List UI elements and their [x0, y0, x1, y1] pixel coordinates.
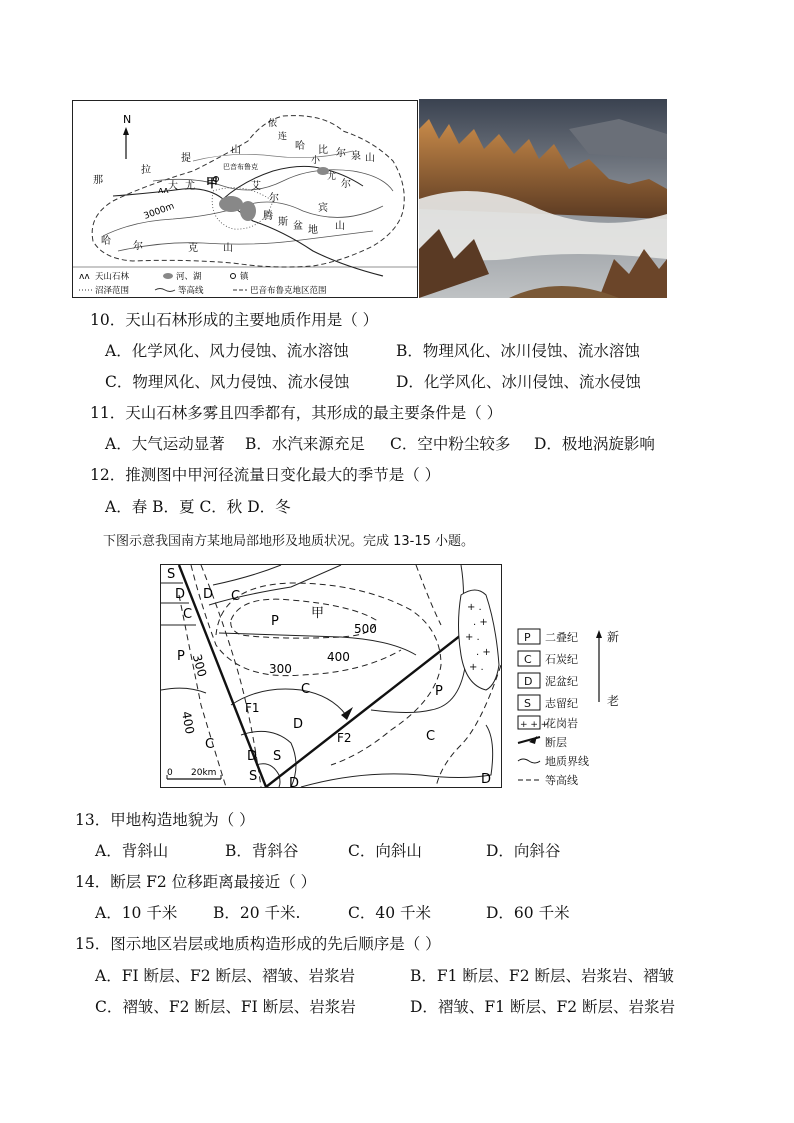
svg-text:+ .: + .	[469, 662, 484, 673]
area-label: C	[426, 729, 436, 744]
legend-label: 等高线	[178, 286, 204, 296]
contour-value: 500	[354, 622, 377, 636]
question-10-stem: 10．天山石林形成的主要地质作用是（ ）	[90, 311, 379, 329]
area-label: P	[271, 614, 279, 629]
place-jia-label: 甲	[311, 606, 325, 621]
age-old-label: 老	[607, 694, 620, 708]
contour-line	[193, 151, 353, 161]
lake	[240, 201, 256, 221]
map-label: 盆	[293, 221, 303, 232]
map-label: 克	[188, 243, 198, 254]
area-label: S	[249, 769, 258, 784]
question-11-option-a[interactable]: A．大气运动显著	[105, 435, 225, 453]
area-label: C	[231, 589, 241, 604]
question-15-stem: 15．图示地区岩层或地质构造形成的先后顺序是（ ）	[75, 935, 441, 953]
map-label: 山	[231, 145, 241, 156]
legend-label: 地质界线	[545, 755, 589, 768]
legend-symbol: P	[524, 631, 531, 644]
contour-value: 400	[327, 650, 350, 664]
contour-icon	[155, 289, 175, 292]
scale-label: 20km	[191, 768, 217, 778]
fault-icon	[518, 737, 540, 743]
svg-text:+ .: + .	[467, 602, 482, 613]
question-15-option-a[interactable]: A．FI 断层、F2 断层、褶皱、岩浆岩	[95, 967, 356, 985]
question-13-stem: 13．甲地构造地貌为（ ）	[75, 811, 255, 829]
stone-forest-photo	[419, 99, 667, 298]
svg-text:+ .: + .	[465, 632, 480, 643]
area-label: D	[175, 587, 186, 602]
map-label: 尔	[269, 193, 279, 204]
legend-label: 二叠纪	[545, 631, 578, 644]
map-label: 艾	[251, 181, 261, 192]
map-label: 提	[181, 153, 191, 164]
granite-icon: + + +	[520, 720, 549, 730]
question-14-option-b[interactable]: B．20 千米.	[213, 904, 301, 922]
fault-label: F2	[337, 731, 352, 745]
boundary-line-icon	[518, 759, 540, 763]
area-label: P	[177, 649, 185, 664]
map-label: 尔	[336, 148, 346, 159]
stone-forest-icon: ᴧᴧ	[79, 272, 90, 282]
scale-zero: 0	[167, 768, 173, 778]
legend-symbol: S	[524, 697, 531, 710]
map-label: 依	[268, 119, 278, 129]
map-label: 那	[93, 175, 103, 186]
contour-value: 300	[269, 662, 292, 676]
map-label: 哈	[101, 236, 111, 247]
contour-value: 3000m	[142, 201, 176, 222]
question-10-option-d[interactable]: D．化学风化、冰川侵蚀、流水侵蚀	[396, 373, 641, 391]
svg-text:. +: . +	[473, 617, 488, 628]
area-label: D	[481, 772, 492, 787]
map-label: 泉	[351, 151, 361, 162]
lake-icon	[163, 273, 173, 279]
map-label: 比	[318, 145, 328, 156]
question-14-option-a[interactable]: A．10 千米	[95, 904, 178, 922]
question-11-option-b[interactable]: B．水汽来源充足	[245, 435, 365, 453]
map-label: 山	[335, 221, 345, 232]
area-label: S	[167, 567, 176, 582]
question-10-option-a[interactable]: A．化学风化、风力侵蚀、流水溶蚀	[105, 342, 349, 360]
legend-label: 泥盆纪	[545, 675, 578, 688]
area-label: P	[435, 684, 443, 699]
map-label: 尤	[327, 172, 337, 182]
legend-label: 断层	[545, 736, 567, 749]
contour-line	[118, 231, 373, 251]
legend-label: 镇	[240, 272, 249, 282]
map-label: 连	[278, 132, 288, 142]
fault-f2	[266, 635, 461, 787]
map-label: 斯	[278, 217, 288, 228]
town-icon	[231, 274, 236, 279]
map-label: 宾	[318, 203, 328, 214]
legend-symbol: D	[524, 675, 533, 688]
contour-value: 300	[189, 652, 210, 679]
area-label: D	[289, 776, 300, 787]
legend-symbol: C	[524, 653, 532, 666]
question-11-stem: 11．天山石林多雾且四季都有，其形成的最主要条件是（ ）	[90, 404, 503, 422]
legend-label: 志留纪	[545, 697, 578, 710]
area-label: C	[183, 607, 193, 622]
geology-legend	[515, 624, 635, 790]
map-label: 腾	[263, 211, 273, 222]
question-15-option-d[interactable]: D．褶皱、F1 断层、F2 断层、岩浆岩	[410, 998, 676, 1016]
question-14-option-d[interactable]: D．60 千米	[486, 904, 570, 922]
place-jia-label: 甲	[206, 176, 219, 190]
area-label: C	[205, 737, 215, 752]
legend-label: 沼泽范围	[95, 286, 130, 296]
question-13-option-d[interactable]: D．向斜谷	[486, 842, 561, 860]
map-label: 山	[223, 243, 233, 254]
area-label: D	[247, 749, 258, 764]
age-new-label: 新	[607, 630, 620, 644]
north-label: N	[123, 113, 132, 126]
question-13-option-a[interactable]: A．背斜山	[95, 842, 169, 860]
map-label: 尔	[341, 179, 351, 190]
question-14-option-c[interactable]: C．40 千米	[348, 904, 432, 922]
lake	[219, 196, 243, 212]
question-11-option-c[interactable]: C．空中粉尘较多	[390, 435, 511, 453]
map-label: 尤	[185, 181, 195, 192]
question-10-option-b[interactable]: B．物理风化、冰川侵蚀、流水溶蚀	[396, 342, 640, 360]
question-15-option-b[interactable]: B．F1 断层、F2 断层、岩浆岩、褶皱	[410, 967, 674, 985]
fault-label: F1	[245, 701, 260, 715]
question-12-stem: 12．推测图中甲河径流量日变化最大的季节是（ ）	[90, 466, 441, 484]
question-13-option-c[interactable]: C．向斜山	[348, 842, 422, 860]
legend-label: 河、湖	[176, 272, 202, 282]
contour-value: 400	[179, 710, 197, 736]
map-label: 地	[308, 225, 318, 236]
map-label: 山	[365, 153, 375, 164]
legend-label: 巴音布鲁克地区范围	[250, 286, 327, 296]
map-label: 尔	[133, 241, 143, 252]
legend-label: 天山石林	[95, 272, 130, 282]
map-label: 拉	[141, 165, 151, 176]
map-label: 哈	[295, 141, 305, 152]
town-label: 巴音布鲁克	[223, 163, 258, 171]
legend-label: 石炭纪	[545, 653, 578, 666]
question-12-options[interactable]: A．春 B．夏 C．秋 D．冬	[105, 498, 291, 516]
question-15-option-c[interactable]: C．褶皱、F2 断层、FI 断层、岩浆岩	[95, 998, 356, 1016]
question-11-option-d[interactable]: D．极地涡旋影响	[534, 435, 655, 453]
question-10-option-c[interactable]: C．物理风化、风力侵蚀、流水侵蚀	[105, 373, 350, 391]
map-label: 大	[168, 181, 178, 192]
question-13-option-b[interactable]: B．背斜谷	[225, 842, 299, 860]
area-label: D	[293, 717, 304, 732]
stone-forest-marker: ᴧᴧ	[158, 186, 169, 196]
map-label: 小	[311, 156, 321, 166]
area-label: C	[301, 682, 311, 697]
section-intro: 下图示意我国南方某地局部地形及地质状况。完成 13-15 小题。	[103, 534, 475, 549]
area-label: S	[273, 749, 282, 764]
tianshan-map	[72, 100, 418, 298]
legend-label: 等高线	[545, 774, 578, 787]
svg-text:. +: . +	[476, 647, 491, 658]
area-label: D	[203, 587, 214, 602]
question-14-stem: 14．断层 F2 位移距离最接近（ ）	[75, 873, 317, 891]
geology-map	[160, 564, 502, 788]
legend-label: 花岗岩	[545, 717, 578, 730]
